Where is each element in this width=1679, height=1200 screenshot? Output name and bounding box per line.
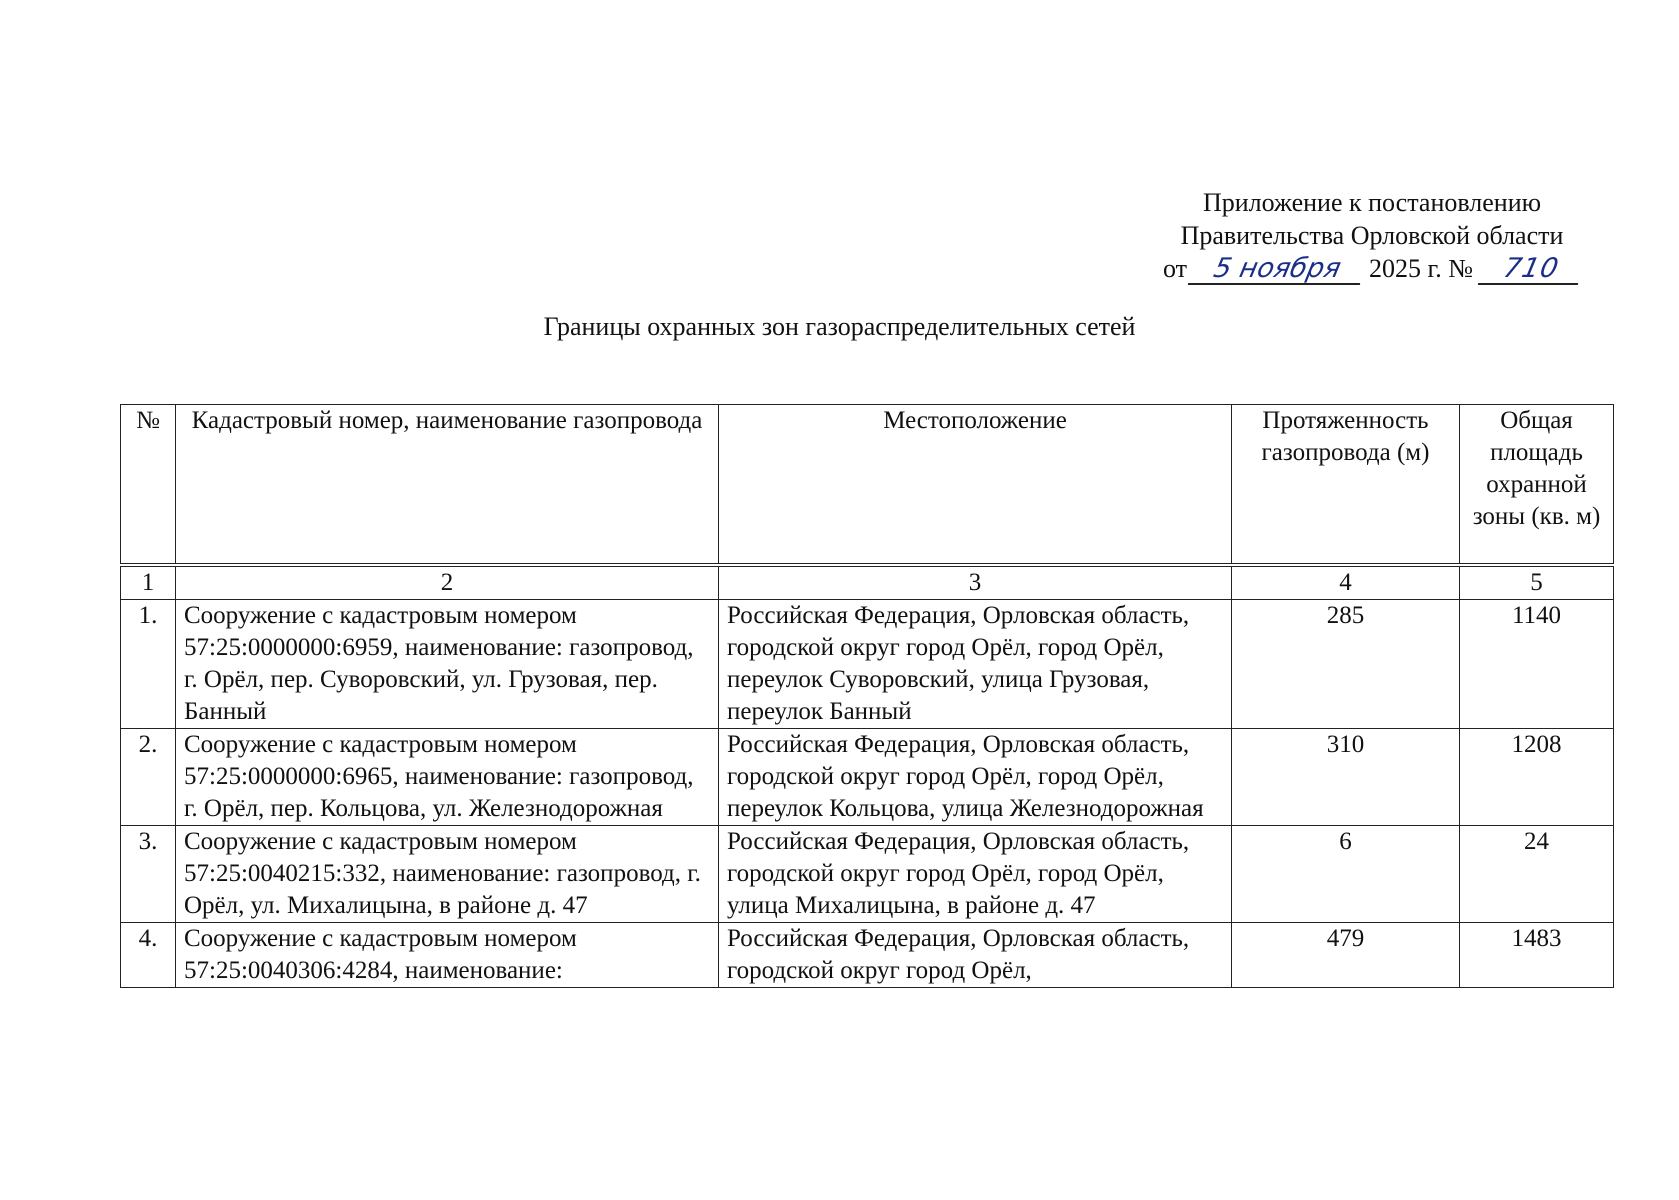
year-label: 2025 г. № xyxy=(1368,254,1474,283)
row-length: 310 xyxy=(1232,729,1460,826)
row-area: 1140 xyxy=(1460,600,1614,729)
row-cadastral-name: Сооружение с кадастровым номером 57:25:0000000:6959, наименование: газопровод, г. Орёл, пер. Суворовский, ул. Грузовая, пер. Банный xyxy=(176,600,719,729)
column-number: 4 xyxy=(1232,565,1460,600)
column-number: 2 xyxy=(176,565,719,600)
table-row xyxy=(121,923,1614,988)
row-area: 1483 xyxy=(1460,923,1614,988)
row-cadastral-name: Сооружение с кадастровым номером 57:25:0040215:332, наименование: газопровод, г. Орёл, ул. Михалицына, в районе д. 47 xyxy=(176,826,719,923)
table-row xyxy=(121,729,1614,826)
protection-zones-table xyxy=(120,404,1614,988)
row-length: 285 xyxy=(1232,600,1460,729)
row-length: 6 xyxy=(1232,826,1460,923)
row-area: 24 xyxy=(1460,826,1614,923)
row-number: 1. xyxy=(121,600,176,729)
row-number: 4. xyxy=(121,923,176,988)
header-number: № xyxy=(121,405,176,566)
row-cadastral-name: Сооружение с кадастровым номером 57:25:0040306:4284, наименование: xyxy=(176,923,719,988)
column-numbers-row xyxy=(121,565,1614,600)
date-prefix: от xyxy=(1162,254,1187,283)
table-row xyxy=(121,600,1614,729)
row-area: 1208 xyxy=(1460,729,1614,826)
handwritten-date: 5 ноября xyxy=(1188,255,1366,285)
column-number: 5 xyxy=(1460,565,1614,600)
row-number: 2. xyxy=(121,729,176,826)
row-cadastral-name: Сооружение с кадастровым номером 57:25:0000000:6965, наименование: газопровод, г. Орёл, пер. Кольцова, ул. Железнодорожная xyxy=(176,729,719,826)
header-location: Местоположение xyxy=(719,405,1232,566)
handwritten-number: 710 xyxy=(1478,255,1584,285)
row-location: Российская Федерация, Орловская область, городской округ город Орёл, город Орёл, улица Михалицына, в районе д. 47 xyxy=(719,826,1232,923)
row-number: 3. xyxy=(121,826,176,923)
column-number: 3 xyxy=(719,565,1232,600)
document-title: Границы охранных зон газораспределительных сетей xyxy=(543,312,1136,341)
row-location: Российская Федерация, Орловская область, городской округ город Орёл, город Орёл, переулок Суворовский, улица Грузовая, переулок Банный xyxy=(719,600,1232,729)
row-location: Российская Федерация, Орловская область, городской округ город Орёл, xyxy=(719,923,1232,988)
column-number: 1 xyxy=(121,565,176,600)
row-location: Российская Федерация, Орловская область, городской округ город Орёл, город Орёл, переулок Кольцова, улица Железнодорожная xyxy=(719,729,1232,826)
header-length: Протяженность газопровода (м) xyxy=(1232,405,1460,566)
table-header-row xyxy=(121,405,1614,566)
appendix-header xyxy=(1142,186,1602,285)
appendix-line-1: Приложение к постановлению xyxy=(1202,188,1542,217)
appendix-dateline xyxy=(1142,252,1602,285)
appendix-line-2: Правительства Орловской области xyxy=(1180,221,1564,250)
row-length: 479 xyxy=(1232,923,1460,988)
table-row xyxy=(121,826,1614,923)
header-area: Общая площадь охранной зоны (кв. м) xyxy=(1460,405,1614,566)
header-cadastral: Кадастровый номер, наименование газопровода xyxy=(176,405,719,566)
